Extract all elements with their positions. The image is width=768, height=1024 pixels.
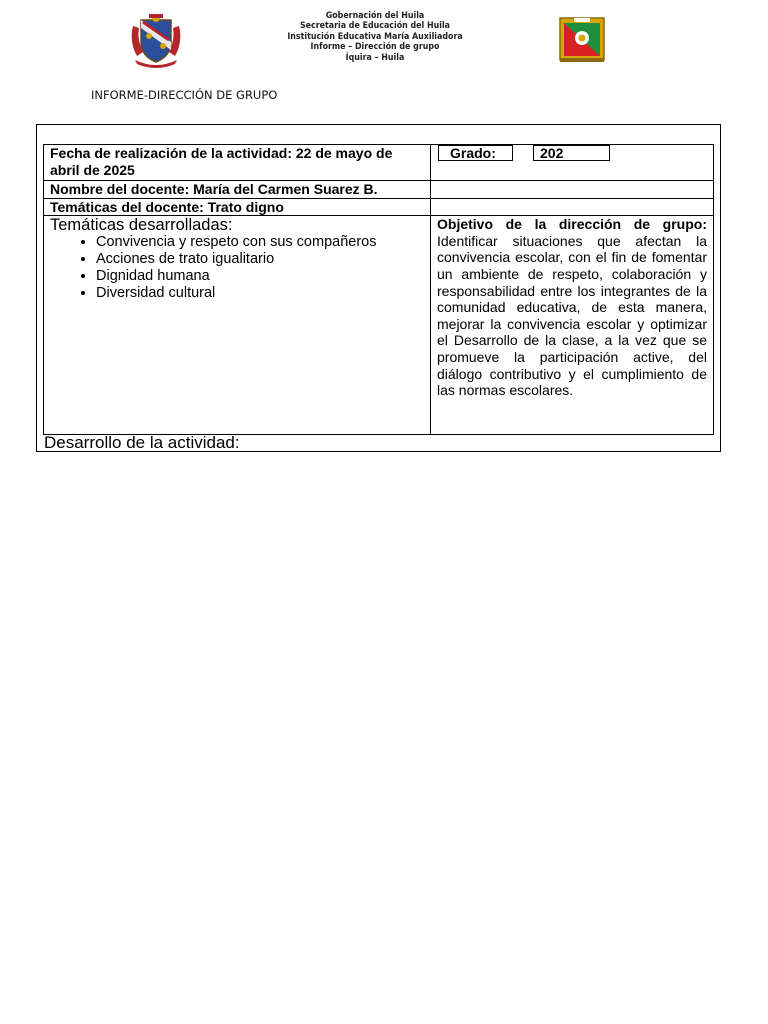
fecha-cell: Fecha de realización de la actividad: 22 de mayo de abril de 2025	[44, 145, 431, 181]
list-item: • Acciones de trato igualitario	[96, 251, 424, 268]
grado-cell	[431, 145, 714, 181]
header-line-informe: Informe – Dirección de grupo	[310, 42, 440, 53]
school-shield-logo	[556, 14, 608, 66]
table-row-tematicas	[44, 216, 714, 435]
header-line-gobernacion: Gobernación del Huila	[325, 11, 425, 21]
tematicas-list	[50, 234, 424, 302]
table-row-docente	[44, 181, 714, 199]
docente-empty-cell	[431, 181, 714, 199]
grado-value: 202	[533, 145, 610, 161]
header-line-ubicacion: Íquira – Huila	[345, 52, 405, 63]
report-table	[43, 144, 714, 435]
tematica-docente-cell: Temáticas del docente: Trato digno	[44, 198, 431, 216]
objetivo-cell	[431, 216, 714, 435]
objetivo-label: Objetivo de la dirección de grupo:	[437, 216, 707, 233]
header-line-secretaria: Secretaria de Educación del Huila	[299, 21, 450, 32]
institution-header	[260, 11, 490, 63]
objetivo-text: Identificar situaciones que afectan la convivencia escolar, con el fin de fomentar un ambiente de respeto, colaboración y responsabilidad entre los integrantes de la comunidad educativa, de esta manera, mejorar la convivencia escolar y optimizar el Desarrollo de la clase, a la vez que se promueve la participación active, del diálogo contributivo y el cumplimiento de las normas escolares.	[437, 232, 707, 399]
desarrollo-label: Desarrollo de la actividad:	[44, 433, 240, 452]
list-item: • Diversidad cultural	[96, 285, 424, 302]
huila-crest-logo	[127, 12, 185, 68]
docente-cell: Nombre del docente: María del Carmen Suarez B.	[44, 181, 431, 199]
tematicas-cell	[44, 216, 431, 435]
table-row-fecha	[44, 145, 714, 181]
list-item: • Dignidad humana	[96, 268, 424, 285]
tematicas-title: Temáticas desarrolladas:	[50, 216, 233, 235]
list-item: • Convivencia y respeto con sus compañeros	[96, 234, 424, 251]
tematica-empty-cell	[431, 198, 714, 216]
grado-label: Grado:	[438, 145, 513, 161]
report-title: INFORME-DIRECCIÓN DE GRUPO	[91, 88, 278, 102]
table-row-tematica-docente	[44, 198, 714, 216]
header-line-institucion: Institución Educativa María Auxiliadora	[287, 31, 463, 42]
